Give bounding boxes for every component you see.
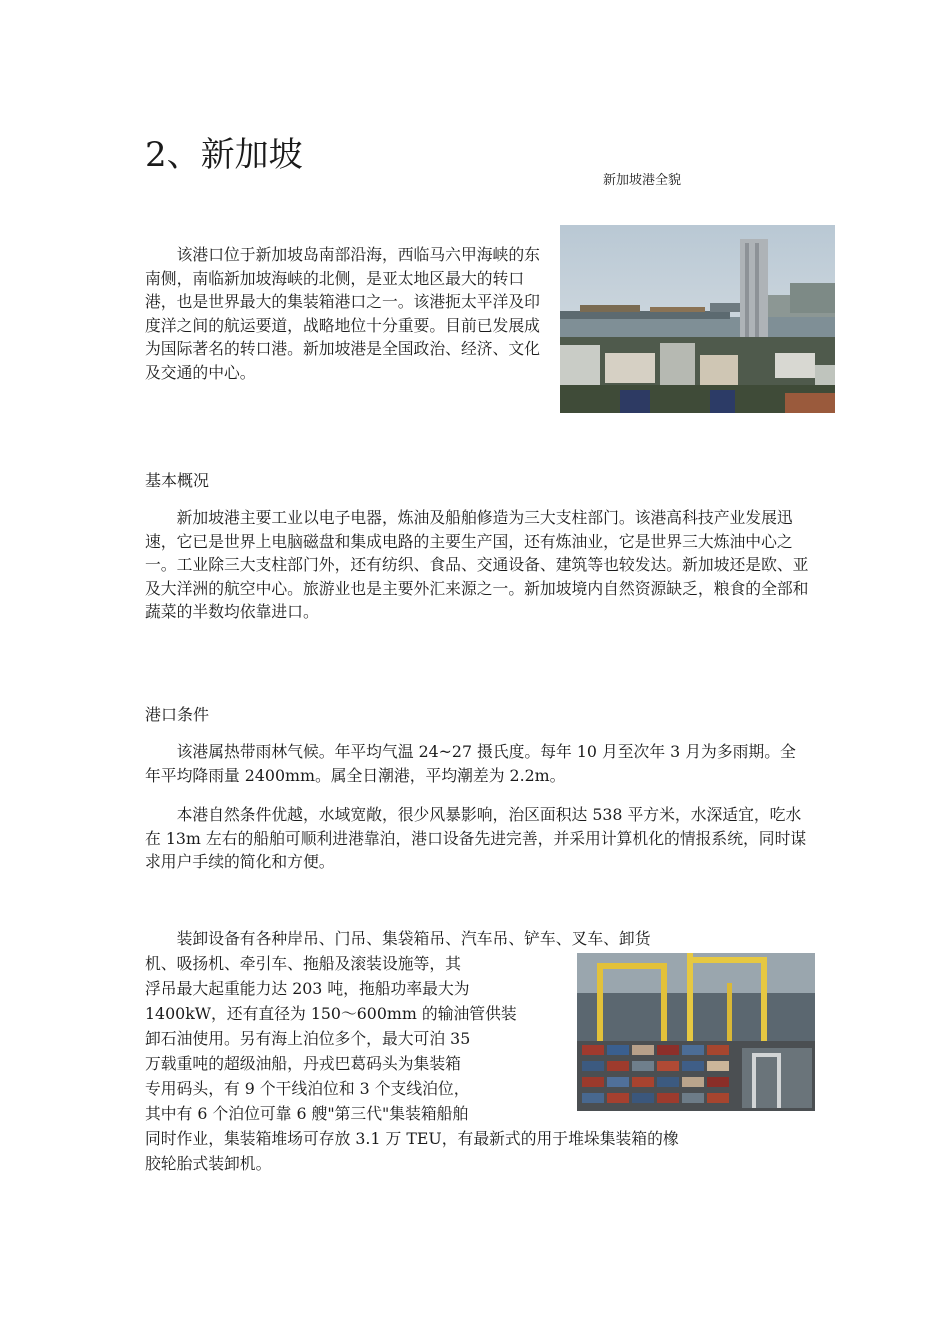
equipment-line-1: 装卸设备有各种岸吊、门吊、集袋箱吊、汽车吊、铲车、叉车、卸货 (176, 929, 651, 948)
equipment-text-line: 浮吊最大起重能力达 203 吨，拖船功率最大为 (145, 979, 470, 998)
equipment-text-line: 机、吸扬机、牵引车、拖船及滚装设施等，其 (145, 954, 461, 973)
photo-caption: 新加坡港全貌 (603, 173, 682, 188)
equipment-text-line: 同时作业，集装箱堆场可存放 3.1 万 TEU，有最新式的用于堆垛集装箱的橡 (145, 1129, 679, 1148)
port-heading: 港口条件 (145, 705, 210, 724)
port-paragraph-1: 该港属热带雨林气候。年平均气温 24~27 摄氏度。每年 10 月至次年 3 月为多雨期。全年平均降雨量 2400mm。属全日潮港，平均潮差为 2.2m。 (145, 742, 796, 785)
equipment-tail-text (145, 1126, 815, 1176)
port-paragraph-2: 本港自然条件优越，水域宽敞，很少风暴影响，治区面积达 538 平方米，水深适宜，吃水在 13m 左右的船舶可顺利进港靠泊，港口设备先进完善，并采用计算机化的情报系统，同时谋求用户手续的简化和方便。 (145, 805, 807, 871)
container-terminal-photo (577, 953, 815, 1111)
equipment-text-line: 胶轮胎式装卸机。 (145, 1154, 272, 1173)
equipment-text-line: 其中有 6 个泊位可靠 6 艘"第三代"集装箱船舶 (145, 1104, 469, 1123)
section-title: 2、新加坡 (145, 135, 303, 175)
intro-paragraph: 该港口位于新加坡岛南部沿海，西临马六甲海峡的东南侧，南临新加坡海峡的北侧，是亚太地区最大的转口港，也是世界最大的集装箱港口之一。该港扼太平洋及印度洋之间的航运要道，战略地位十分重要。目前已发展成为国际著名的转口港。新加坡港是全国政治、经济、文化及交通的中心。 (145, 245, 540, 382)
equipment-text-line: 专用码头，有 9 个干线泊位和 3 个支线泊位， (145, 1079, 470, 1098)
basic-paragraph: 新加坡港主要工业以电子电器，炼油及船舶修造为三大支柱部门。该港高科技产业发展迅速，它已是世界上电脑磁盘和集成电路的主要生产国，还有炼油业，它是世界三大炼油中心之一。工业除三大支柱部门外，还有纺织、食品、交通设备、建筑等也较发达。新加坡还是欧、亚及大洋洲的航空中心。旅游业也是主要外汇来源之一。新加坡境内自然资源缺乏，粮食的全部和蔬菜的半数均依靠进口。 (145, 508, 809, 621)
equipment-text-line: 卸石油使用。另有海上泊位多个，最大可泊 35 (145, 1029, 471, 1048)
equipment-wrapped-text (145, 951, 575, 1126)
equipment-text-line: 1400kW，还有直径为 150～600mm 的输油管供装 (145, 1004, 517, 1023)
equipment-text-line: 万载重吨的超级油船，丹戎巴葛码头为集装箱 (145, 1054, 461, 1073)
basic-heading: 基本概况 (145, 471, 210, 490)
port-panorama-photo (560, 225, 835, 413)
